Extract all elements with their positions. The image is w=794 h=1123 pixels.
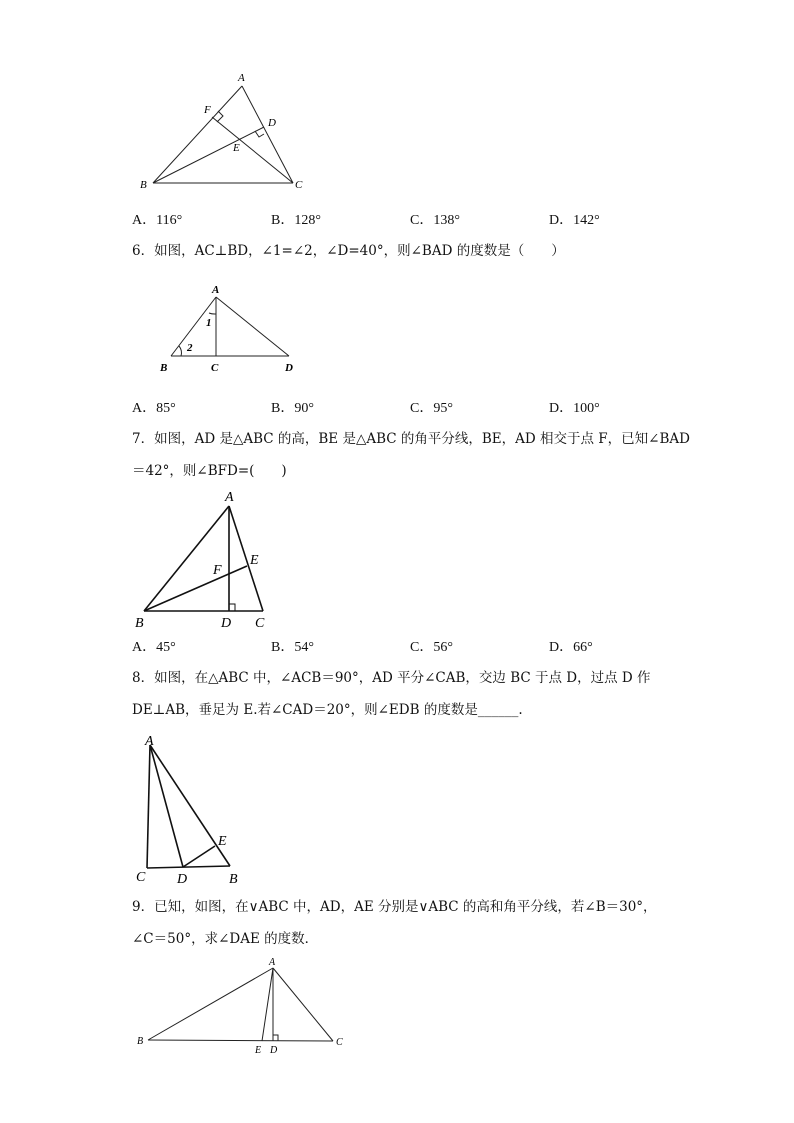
q8-label-E: E — [218, 834, 227, 849]
q8-label-A: A — [145, 734, 154, 749]
q6-label-1: 1 — [206, 317, 212, 329]
q6-label-2: 2 — [187, 342, 193, 354]
q8-label-D: D — [177, 872, 188, 887]
q8-stem-line2: DE⊥AB，垂足为 E.若∠CAD＝20°，则∠EDB 的度数是______. — [132, 702, 523, 718]
q6-option-b[interactable]: B．90° — [271, 401, 314, 416]
q7-option-b[interactable]: B．54° — [271, 640, 314, 655]
q5-option-b[interactable]: B．128° — [271, 213, 321, 228]
q5-label-F: F — [204, 104, 211, 116]
q6-stem: 6．如图，AC⊥BD，∠1=∠2，∠D=40°，则∠BAD 的度数是（ ） — [132, 243, 565, 259]
q7-option-c[interactable]: C．56° — [410, 640, 453, 655]
q9-stem-line2: ∠C＝50°，求∠DAE 的度数． — [132, 931, 319, 947]
q9-label-C: C — [336, 1037, 343, 1048]
q7-label-F: F — [213, 563, 222, 578]
q9-label-A: A — [269, 957, 276, 968]
q8-stem-line1: 8．如图，在△ABC 中，∠ACB＝90°，AD 平分∠CAB，交边 BC 于点 D，过点 D 作 — [132, 670, 651, 686]
q6-label-D: D — [285, 362, 293, 374]
q7-label-A: A — [225, 490, 234, 505]
q8-label-B: B — [229, 872, 238, 887]
q7-stem-line2: ＝42°，则∠BFD=( ) — [132, 463, 287, 479]
q6-label-A: A — [212, 284, 220, 296]
q6-label-C: C — [211, 362, 219, 374]
q9-stem-line1: 9．已知，如图，在∨ABC 中，AD，AE 分别是∨ABC 的高和角平分线，若∠B＝30°， — [132, 899, 657, 915]
q5-label-C: C — [295, 179, 303, 191]
q5-option-d[interactable]: D．142° — [549, 213, 600, 228]
q7-label-C: C — [255, 616, 265, 631]
q7-option-d[interactable]: D．66° — [549, 640, 593, 655]
q6-option-d[interactable]: D．100° — [549, 401, 600, 416]
q7-label-D: D — [221, 616, 232, 631]
q7-label-E: E — [250, 553, 259, 568]
q9-label-D: D — [270, 1045, 278, 1056]
q7-label-B: B — [135, 616, 144, 631]
q5-label-B: B — [140, 179, 147, 191]
q9-label-E: E — [255, 1045, 262, 1056]
q6-option-c[interactable]: C．95° — [410, 401, 453, 416]
q7-stem-line1: 7．如图，AD 是△ABC 的高，BE 是△ABC 的角平分线，BE，AD 相交于点 F，已知∠BAD — [132, 431, 690, 447]
q6-option-a[interactable]: A．85° — [132, 401, 176, 416]
q8-label-C: C — [136, 870, 146, 885]
q7-option-a[interactable]: A．45° — [132, 640, 176, 655]
q5-label-A: A — [238, 72, 245, 84]
q9-label-B: B — [137, 1036, 144, 1047]
q5-label-E: E — [233, 142, 240, 154]
q5-option-c[interactable]: C．138° — [410, 213, 460, 228]
q6-label-B: B — [160, 362, 168, 374]
q5-option-a[interactable]: A．116° — [132, 213, 183, 228]
q5-label-D: D — [268, 117, 276, 129]
